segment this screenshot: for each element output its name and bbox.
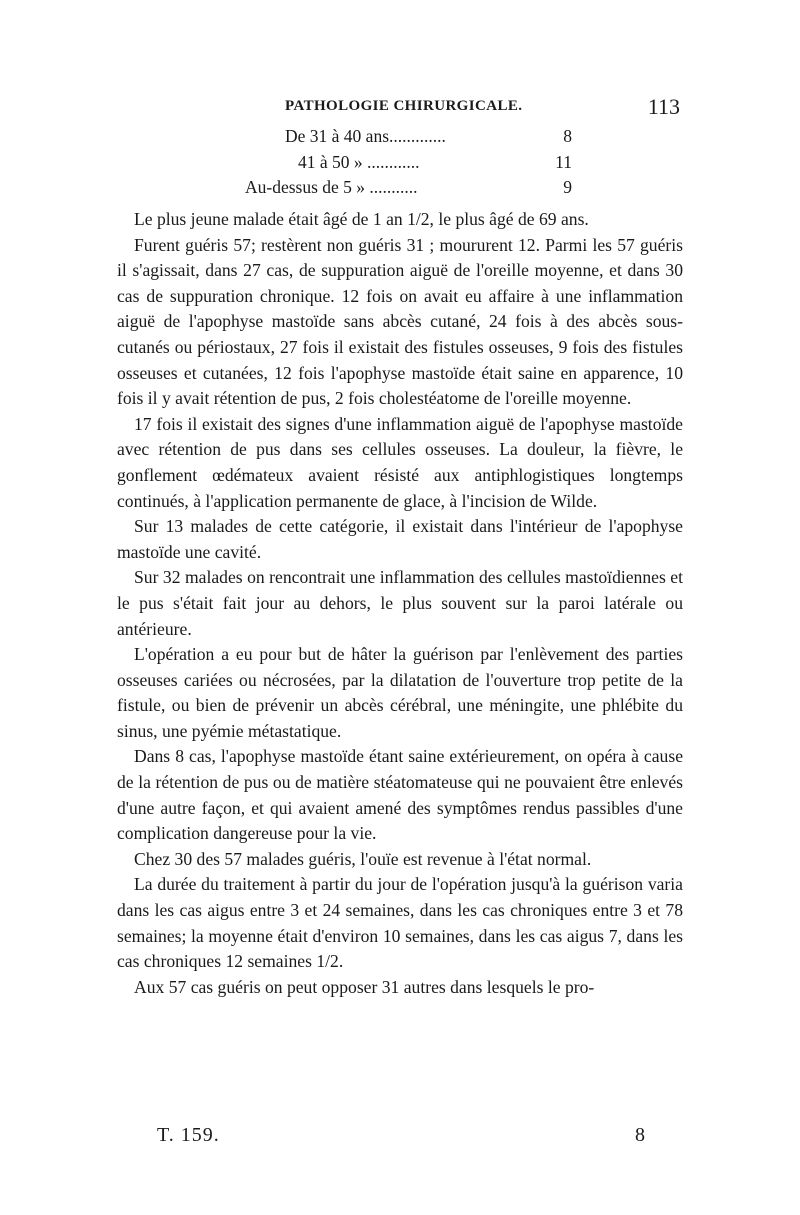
paragraph: Chez 30 des 57 malades guéris, l'ouïe est revenue à l'état normal. <box>134 848 592 869</box>
sheet-mark: T. 159. <box>157 1124 220 1146</box>
page-number: 113 <box>647 94 680 119</box>
paragraph: Dans 8 cas, l'apophyse mastoïde étant saine extérieurement, on opéra à cause de la rétention de pus ou de matière stéatomateuse qui ne pouvaient être enlevés d'une autre façon, et qui avaient amené des symptômes rendus passibles d'une complication dangereuse pour la vie. <box>117 746 683 844</box>
table-row <box>240 177 610 203</box>
sheet-number: 8 <box>635 1124 645 1146</box>
paragraph: La durée du traitement à partir du jour de l'opération jusqu'à la guérison varia dans les cas aigus entre 3 et 24 semaines, dans les cas chroniques entre 3 et 78 semaines; la moyenne était d'environ 10 semaines, dans les cas aigus 7, dans les cas chroniques 12 semaines 1/2. <box>117 874 683 972</box>
age-range-label: 41 à 50 » ............ <box>298 151 420 172</box>
paragraph: Aux 57 cas guéris on peut opposer 31 autres dans lesquels le pro- <box>134 976 595 997</box>
age-range-label: Au-dessus de 5 » ........... <box>245 177 418 197</box>
body-text <box>117 207 683 1000</box>
table-row <box>240 126 610 152</box>
age-range-count: 9 <box>563 177 572 197</box>
paragraph: Le plus jeune malade était âgé de 1 an 1/2, le plus âgé de 69 ans. <box>134 209 589 229</box>
paragraph: 17 fois il existait des signes d'une inflammation aiguë de l'apophyse mastoïde avec rétention de pus dans ses cellules osseuses. La douleur, la fièvre, le gonflement œdémateux avaient résisté aux antiphlogistiques longtemps continués, à l'application permanente de glace, à l'incision de Wilde. <box>117 413 683 511</box>
sheet-signature <box>157 1124 645 1152</box>
paragraph: Furent guéris 57; restèrent non guéris 31 ; moururent 12. Parmi les 57 guéris il s'agissait, dans 27 cas, de suppuration aiguë de l'oreille moyenne, et dans 30 cas de suppuration chronique. 12 fois on avait eu affaire à une inflammation aiguë de l'apophyse mastoïde sans abcès cutané, 24 fois à des abcès sous-cutanés ou périostaux, 27 fois il existait des fistules osseuses, 9 fois des fistules osseuses et cutanées, 12 fois l'apophyse mastoïde était saine en apparence, 10 fois il y avait rétention de pus, 2 fois cholestéatome de l'oreille moyenne. <box>117 234 683 409</box>
age-range-label: De 31 à 40 ans............. <box>285 126 446 146</box>
age-range-count: 8 <box>563 126 572 146</box>
age-distribution-table <box>240 126 610 203</box>
running-head: PATHOLOGIE CHIRURGICALE. <box>285 98 523 114</box>
paragraph: L'opération a eu pour but de hâter la guérison par l'enlèvement des parties osseuses cariées ou nécrosées, par la dilatation de l'ouverture trop petite de la fistule, ou bien de prévenir un abcès cérébral, une méningite, une phlébite du sinus, une pyémie métastatique. <box>117 644 683 741</box>
paragraph: Sur 32 malades on rencontrait une inflammation des cellules mastoïdiennes et le pus s'était fait jour au dehors, le plus souvent sur la paroi latérale ou antérieure. <box>117 567 683 639</box>
paragraph: Sur 13 malades de cette catégorie, il existait dans l'intérieur de l'apophyse mastoïde une cavité. <box>117 516 683 562</box>
age-range-count: 11 <box>555 151 572 172</box>
page-header <box>117 94 680 124</box>
table-row <box>240 152 610 178</box>
